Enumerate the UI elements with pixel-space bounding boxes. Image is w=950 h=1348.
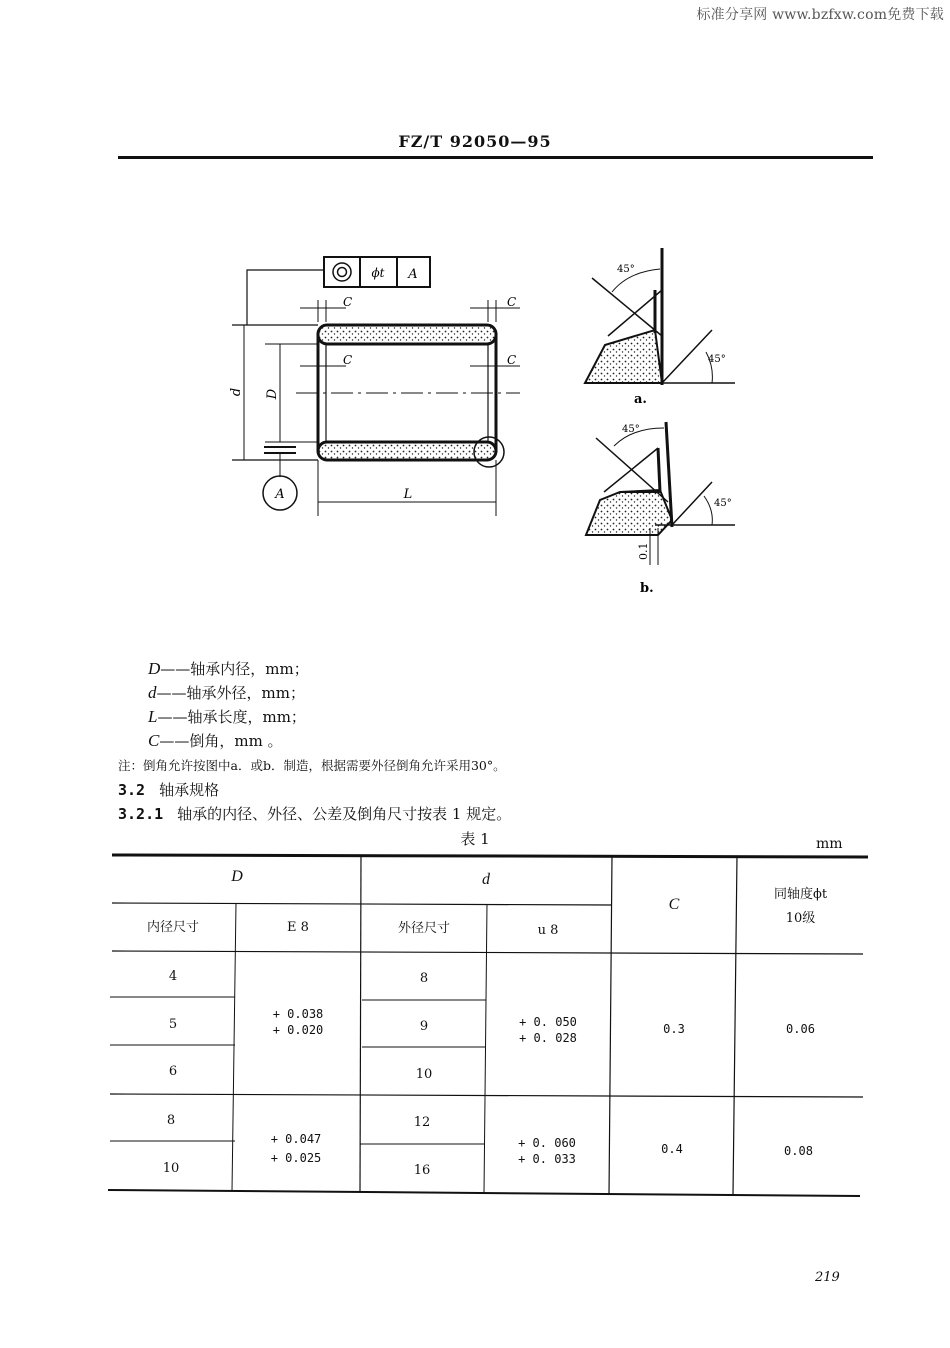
angle-a-top: 45° (617, 264, 635, 275)
watermark: 标准分享网 www.bzfxw.com免费下载 (696, 7, 944, 23)
table-unit: mm (816, 836, 843, 852)
feature-control-frame (324, 257, 430, 287)
detail-b-label: b. (640, 581, 654, 596)
sub-head-u8: u 8 (537, 923, 559, 938)
cell-inner: 8 (166, 1113, 176, 1128)
legend-D: D——轴承内径，mm； (148, 659, 309, 678)
chamfer-C-mid-right: C (507, 353, 517, 367)
angle-b-right: 45° (714, 498, 732, 509)
dim-L: L (403, 487, 413, 502)
cell-u8-lower: + 0. 033 (518, 1152, 576, 1166)
cell-inner: 10 (162, 1161, 180, 1176)
detail-b (586, 422, 735, 596)
detail-a (585, 248, 735, 407)
cell-inner: 4 (168, 969, 178, 984)
chamfer-C-top-left: C (343, 295, 353, 309)
section-heading: 3.2 轴承规格 (118, 781, 220, 799)
col-head-d: d (482, 871, 490, 888)
cell-E8-lower: + 0.020 (272, 1023, 324, 1037)
sub-head-inner: 内径尺寸 (146, 920, 199, 935)
cell-E8-lower: + 0.025 (270, 1151, 322, 1165)
chamfer-C-mid-left: C (343, 353, 353, 367)
cell-u8-lower: + 0. 028 (519, 1031, 577, 1045)
cell-coaxiality: 0.08 (784, 1144, 813, 1158)
frame-tolerance: ϕt (371, 266, 385, 280)
bearing-figure (0, 0, 950, 620)
sub-head-E8: E 8 (287, 920, 309, 935)
chamfer-C-top-right: C (507, 295, 517, 309)
cell-C: 0.4 (661, 1142, 683, 1156)
cell-inner: 6 (168, 1064, 178, 1079)
angle-b-top: 45° (622, 424, 640, 435)
angle-a-right: 45° (708, 354, 726, 365)
note: 注：倒角允许按图中a．或b．制造，根据需要外径倒角允许采用30°。 (118, 758, 506, 773)
legend-L: L——轴承长度，mm； (148, 707, 306, 726)
cell-C: 0.3 (663, 1022, 685, 1036)
col-head-grade: 10级 (785, 911, 816, 926)
cell-outer: 10 (415, 1067, 433, 1082)
col-head-D: D (231, 868, 243, 885)
col-head-C: C (668, 896, 680, 913)
cell-outer: 16 (413, 1163, 431, 1178)
cell-outer: 8 (419, 971, 429, 986)
dim-0-1: 0.1 (637, 542, 650, 560)
cell-E8-upper: + 0.038 (272, 1007, 324, 1021)
cell-inner: 5 (168, 1017, 178, 1032)
standard-code: FZ/T 92050—95 (398, 132, 552, 151)
cell-coaxiality: 0.06 (786, 1022, 815, 1036)
dim-d: d (229, 387, 244, 397)
legend-C: C——倒角，mm 。 (148, 731, 283, 750)
cell-outer: 12 (413, 1115, 431, 1130)
col-head-coaxiality: 同轴度ϕt (773, 887, 828, 902)
subsection-text: 3.2.1 轴承的内径、外径、公差及倒角尺寸按表 1 规定。 (118, 805, 512, 823)
cell-u8-upper: + 0. 050 (519, 1015, 577, 1029)
page-number: 219 (815, 1270, 840, 1285)
datum-A: A (275, 487, 285, 502)
detail-a-label: a. (634, 392, 647, 407)
cell-outer: 9 (419, 1019, 429, 1034)
cell-u8-upper: + 0. 060 (518, 1136, 576, 1150)
frame-datum: A (408, 267, 418, 282)
sub-head-outer: 外径尺寸 (397, 921, 450, 936)
dim-D: D (265, 388, 280, 400)
table-caption: 表 1 (460, 830, 490, 848)
cell-E8-upper: + 0.047 (270, 1132, 322, 1146)
legend-d: d——轴承外径，mm； (148, 683, 305, 702)
